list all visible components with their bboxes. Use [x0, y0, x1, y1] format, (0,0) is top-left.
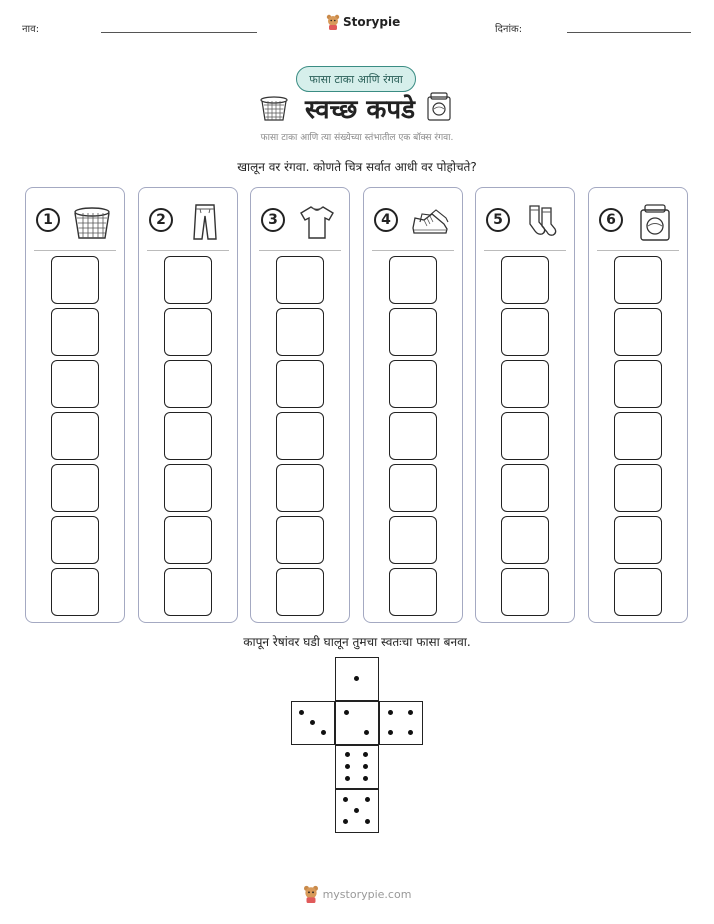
die-pip — [354, 676, 359, 681]
color-box[interactable] — [164, 308, 212, 356]
dice-instruction: कापून रेषांवर घडी घालून तुमचा स्वतःचा फासा बनवा. — [243, 635, 471, 649]
coloring-instruction: खालून वर रंगवा. कोणते चित्र सर्वात आधी वर पोहोचते? — [237, 160, 477, 174]
color-box[interactable] — [51, 256, 99, 304]
color-box[interactable] — [614, 568, 662, 616]
die-pip — [343, 819, 348, 824]
column-divider — [259, 250, 341, 251]
column-header — [139, 196, 237, 248]
footer — [0, 885, 714, 903]
color-box[interactable] — [276, 360, 324, 408]
activity-badge: फासा टाका आणि रंगवा — [296, 66, 416, 92]
column-5 — [475, 187, 575, 623]
color-box[interactable] — [51, 360, 99, 408]
die-pip — [345, 776, 350, 781]
column-divider — [372, 250, 454, 251]
die-pip — [388, 730, 393, 735]
die-face-6 — [335, 745, 379, 789]
jeans-icon — [185, 202, 225, 242]
color-box[interactable] — [164, 412, 212, 460]
column-1 — [25, 187, 125, 623]
column-header — [476, 196, 574, 248]
column-divider — [147, 250, 229, 251]
color-box[interactable] — [501, 412, 549, 460]
column-divider — [34, 250, 116, 251]
die-pip — [321, 730, 326, 735]
die-pip — [343, 797, 348, 802]
column-divider — [597, 250, 679, 251]
color-box[interactable] — [501, 360, 549, 408]
worksheet-title: स्वच्छ कपडे — [304, 95, 416, 125]
color-box[interactable] — [51, 308, 99, 356]
die-pip — [408, 730, 413, 735]
column-4 — [363, 187, 463, 623]
die-pip — [364, 730, 369, 735]
color-box[interactable] — [51, 568, 99, 616]
footer-url[interactable]: mystorypie.com — [322, 887, 412, 901]
die-pip — [345, 764, 350, 769]
column-6 — [588, 187, 688, 623]
color-box[interactable] — [501, 464, 549, 512]
color-box[interactable] — [389, 360, 437, 408]
color-box[interactable] — [389, 568, 437, 616]
worksheet-subtitle: फासा टाका आणि त्या संख्येच्या स्तंभातील एक बॉक्स रंगवा. — [260, 133, 454, 143]
laundry-basket-title-icon — [259, 93, 289, 123]
brand-name: Storypie — [343, 15, 401, 29]
color-box[interactable] — [501, 516, 549, 564]
color-box[interactable] — [164, 568, 212, 616]
color-box[interactable] — [389, 464, 437, 512]
die-pip — [365, 797, 370, 802]
name-label: नाव: — [22, 24, 40, 35]
die-pip — [310, 720, 315, 725]
color-box[interactable] — [614, 360, 662, 408]
color-box[interactable] — [164, 516, 212, 564]
name-line[interactable] — [101, 32, 257, 33]
die-pip — [363, 764, 368, 769]
die-face-3 — [291, 701, 335, 745]
color-box[interactable] — [614, 412, 662, 460]
color-box[interactable] — [614, 256, 662, 304]
die-pip — [354, 808, 359, 813]
sneakers-icon — [410, 202, 450, 242]
color-box[interactable] — [614, 516, 662, 564]
color-box[interactable] — [164, 360, 212, 408]
die-pip — [299, 710, 304, 715]
column-header — [589, 196, 687, 248]
color-box[interactable] — [389, 256, 437, 304]
die-face-5 — [335, 789, 379, 833]
column-3 — [250, 187, 350, 623]
column-header — [364, 196, 462, 248]
die-pip — [344, 710, 349, 715]
color-box[interactable] — [276, 516, 324, 564]
laundry-basket-icon — [72, 202, 112, 242]
column-number: 6 — [599, 208, 623, 232]
color-box[interactable] — [276, 464, 324, 512]
tshirt-icon — [297, 202, 337, 242]
color-box[interactable] — [614, 464, 662, 512]
die-face-4 — [379, 701, 423, 745]
color-box[interactable] — [501, 308, 549, 356]
column-header — [26, 196, 124, 248]
color-box[interactable] — [51, 516, 99, 564]
column-2 — [138, 187, 238, 623]
washing-machine-icon — [635, 202, 675, 242]
die-face-2 — [335, 701, 379, 745]
column-number: 4 — [374, 208, 398, 232]
date-label: दिनांक: — [495, 24, 523, 35]
die-face-1 — [335, 657, 379, 701]
color-box[interactable] — [614, 308, 662, 356]
date-line[interactable] — [567, 32, 691, 33]
column-header — [251, 196, 349, 248]
color-box[interactable] — [276, 308, 324, 356]
die-pip — [345, 752, 350, 757]
column-number: 1 — [36, 208, 60, 232]
die-pip — [408, 710, 413, 715]
color-box[interactable] — [389, 308, 437, 356]
column-divider — [484, 250, 566, 251]
color-box[interactable] — [51, 412, 99, 460]
die-pip — [388, 710, 393, 715]
die-pip — [363, 752, 368, 757]
die-pip — [363, 776, 368, 781]
color-box[interactable] — [389, 516, 437, 564]
color-box[interactable] — [164, 464, 212, 512]
color-box[interactable] — [164, 256, 212, 304]
color-box[interactable] — [276, 568, 324, 616]
color-box[interactable] — [389, 412, 437, 460]
column-number: 5 — [486, 208, 510, 232]
color-box[interactable] — [501, 568, 549, 616]
color-box[interactable] — [276, 256, 324, 304]
socks-icon — [522, 202, 562, 242]
brand-logo — [326, 14, 400, 30]
column-number: 3 — [261, 208, 285, 232]
color-box[interactable] — [51, 464, 99, 512]
bear-footer-icon — [303, 885, 319, 903]
color-box[interactable] — [501, 256, 549, 304]
color-box[interactable] — [276, 412, 324, 460]
bear-logo-icon — [326, 14, 340, 30]
column-number: 2 — [149, 208, 173, 232]
washing-machine-title-icon — [425, 92, 453, 122]
die-pip — [365, 819, 370, 824]
